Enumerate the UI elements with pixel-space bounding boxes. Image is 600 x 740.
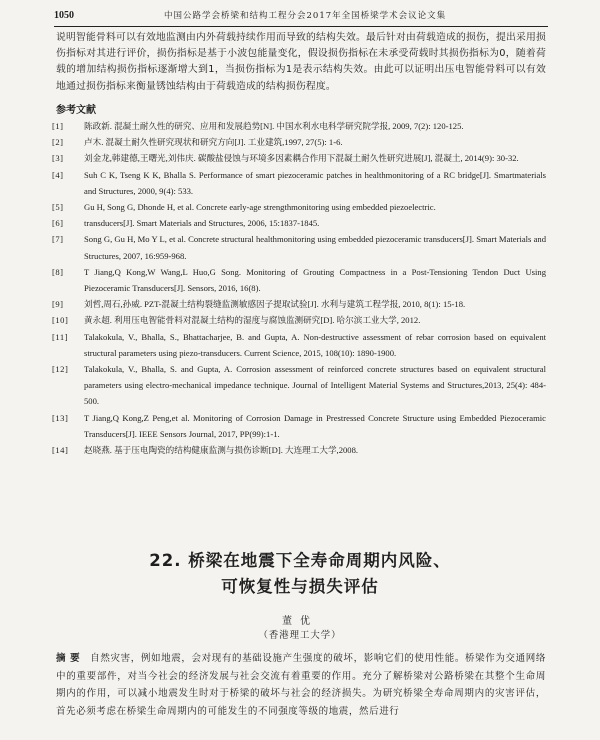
reference-number: [8]: [52, 266, 64, 277]
reference-number: [13]: [52, 412, 69, 423]
reference-number: [4]: [52, 169, 64, 180]
reference-text: T Jiang,Q Kong,W Wang,L Huo,G Song. Monitoring of Grouting Compactness in a Post-Tensioning Tendon Duct Using Piezoceramic Transducers[J]. Sensors, 2016, 16(8).: [84, 266, 546, 294]
reference-item: [52, 329, 546, 361]
reference-number: [11]: [52, 331, 68, 342]
reference-text: transducers[J]. Smart Materials and Structures, 2006, 15:1837-1845.: [84, 218, 320, 229]
reference-text: Gu H, Song G, Dhonde H, et al. Concrete early-age strengthmonitoring using embedded piezoelectric.: [84, 202, 436, 213]
reference-number: [3]: [52, 153, 64, 164]
reference-item: [52, 410, 546, 442]
reference-number: [10]: [52, 315, 69, 326]
reference-number: [2]: [52, 137, 64, 148]
reference-text: Song G, Gu H, Mo Y L, et al. Concrete structural healthmonitoring using embedded piezoceramic transducers[J]. Smart Materials and Structures, 2007, 16:959-968.: [84, 234, 546, 261]
reference-text: 刘金龙,韩建德,王曙光,刘伟庆. 碳酸盐侵蚀与环境多因素耦合作用下混凝土耐久性研究进展[J], 混凝土, 2014(9): 30-32.: [84, 153, 519, 164]
reference-text: 卢木. 混凝土耐久性研究现状和研究方向[J]. 工业建筑,1997, 27(5): 1-6.: [84, 137, 343, 148]
reference-item: [52, 199, 546, 215]
reference-item: [52, 296, 546, 312]
reference-text: Talakokula, V., Bhalla, S. and Gupta, A. Corrosion assessment of reinforced concrete structures based on equivalent structural parameters using electro-mechanical impedance technique. Journal of Intelligent Material Systems and Structures,2013, 25(4): 484-500.: [84, 364, 546, 407]
reference-text: T Jiang,Q Kong,Z Peng,et al. Monitoring of Corrosion Damage in Prestressed Concrete Structure using Embedded Piezoceramic Transducers[J]. IEEE Sensors Journal, 2017, PP(99):1-1.: [84, 412, 546, 439]
reference-item: [52, 150, 546, 166]
abstract: [56, 650, 546, 720]
reference-number: [5]: [52, 202, 64, 213]
reference-item: [52, 118, 546, 134]
abstract-text: 自然灾害，例如地震，会对现有的基础设施产生强度的破坏，影响它们的使用性能。桥梁作为交通网络中的重要部件，对当今社会的经济发展与社会交流有着重要的作用。充分了解桥梁对公路桥梁在其整个生命周期内的作用，可以减小地震发生时对于桥梁的破坏与社会的经济损失。为研究桥梁全寿命周期内的灾害评估，首先必须考虑在桥梁生命周期内的可能发生的不同强度等级的地震，然后进行: [56, 653, 546, 717]
reference-item: [52, 167, 546, 199]
page-number: 1050: [54, 10, 74, 21]
conference-title: 中国公路学会桥梁和结构工程分会2017年全国桥梁学术会议论文集: [164, 11, 447, 21]
reference-number: [1]: [52, 121, 64, 131]
author-affiliation: （香港理工大学）: [258, 630, 342, 641]
paper-title-line-1: 22. 桥梁在地震下全寿命周期内风险、: [149, 551, 451, 570]
reference-text: 赵晓燕. 基于压电陶瓷的结构健康监测与损伤诊断[D]. 大连理工大学,2008.: [84, 445, 359, 456]
reference-item: [52, 134, 546, 150]
reference-number: [14]: [52, 445, 69, 456]
reference-list: [52, 118, 546, 458]
reference-number: [9]: [52, 299, 64, 310]
running-header: [54, 6, 548, 27]
reference-item: [52, 231, 546, 263]
intro-paragraph: [56, 30, 546, 95]
reference-text: Suh C K, Tseng K K, Bhalla S. Performance of smart piezoceramic patches in healthmonitoring of a RC bridge[J]. Smartmaterials and Structures, 2000, 9(4): 533.: [84, 169, 546, 196]
paper-title: [0, 548, 600, 600]
reference-text: 黄永超. 利用压电智能骨料对混凝土结构的湿度与腐蚀监测研究[D]. 哈尔滨工业大学, 2012.: [84, 315, 421, 326]
reference-text: Talakokula, V., Bhalla, S., Bhattacharjee, B. and Gupta, A. Non-destructive assessment of rebar corrosion based on equivalent structural parameters using piezo-transducers. Current Science, 2015, 108(10): 1890-1900.: [84, 331, 546, 358]
reference-text: 刘哲,周石,孙威. PZT-混凝土结构裂缝监测敏感因子提取试验[J]. 水利与建筑工程学报, 2010, 8(1): 15-18.: [84, 299, 466, 310]
reference-text: 陈政新. 混凝土耐久性的研究、应用和发展趋势[N]. 中国水利水电科学研究院学报, 2009, 7(2): 120-125.: [84, 121, 464, 131]
reference-item: [52, 215, 546, 231]
reference-item: [52, 312, 546, 328]
intro-text: 说明智能骨料可以有效地监测由内外荷载持续作用而导致的结构失效。最后针对由荷载造成的损伤，提出采用损伤指标对其进行评价，损伤指标是基于小波包能量变化，假设损伤指标在未承受荷载时其损伤指标为0，随着荷载的增加结构损伤指标逐渐增大到1，当损伤指标为1是表示结构失效。由此可以证明出压电智能骨料可以有效地通过损伤指标来衡量锈蚀结构由于荷载造成的结构损伤程度。: [56, 32, 546, 92]
paper-title-line-2: 可恢复性与损失评估: [221, 577, 379, 596]
reference-number: [7]: [52, 234, 64, 245]
author-name: 董优: [282, 616, 318, 627]
reference-item: [52, 264, 546, 296]
reference-number: [6]: [52, 218, 64, 229]
reference-item: [52, 361, 546, 410]
reference-item: [52, 442, 546, 458]
reference-number: [12]: [52, 364, 69, 375]
abstract-label: 摘 要: [56, 653, 81, 664]
references-heading: 参考文献: [56, 105, 96, 116]
